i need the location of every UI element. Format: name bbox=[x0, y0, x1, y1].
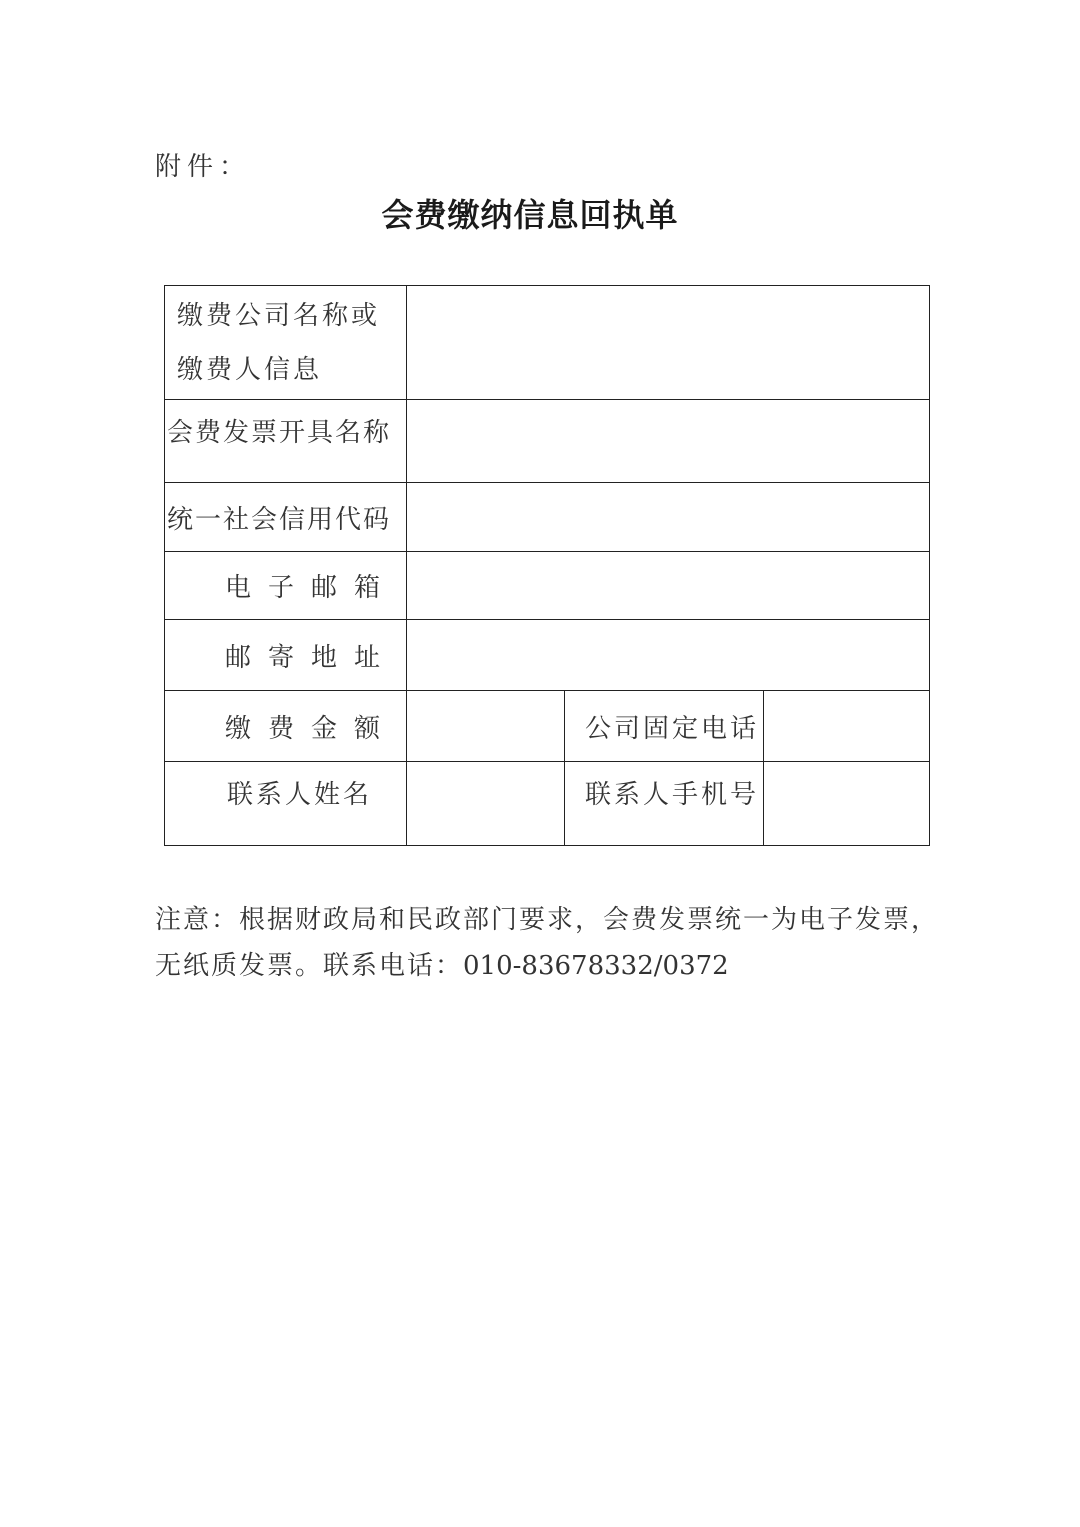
company-phone-field[interactable] bbox=[764, 691, 930, 762]
row-amount-phone bbox=[165, 691, 930, 762]
email-label: 电子邮箱 bbox=[165, 552, 407, 620]
payer-info-field[interactable] bbox=[407, 286, 930, 400]
note-line2-prefix: 无纸质发票。联系电话： bbox=[155, 951, 464, 981]
row-address bbox=[165, 620, 930, 691]
form-title: 会费缴纳信息回执单 bbox=[381, 196, 679, 234]
contact-mobile-field[interactable] bbox=[764, 762, 930, 846]
note-line2 bbox=[155, 943, 945, 989]
note-line1: 注意：根据财政局和民政部门要求，会费发票统一为电子发票， bbox=[155, 905, 940, 935]
contact-mobile-label: 联系人手机号 bbox=[565, 762, 764, 846]
contact-name-label: 联系人姓名 bbox=[165, 762, 407, 846]
invoice-name-label: 会费发票开具名称 bbox=[165, 400, 407, 483]
amount-field[interactable] bbox=[407, 691, 565, 762]
credit-code-label: 统一社会信用代码 bbox=[165, 483, 407, 552]
contact-name-field[interactable] bbox=[407, 762, 565, 846]
address-field[interactable] bbox=[407, 620, 930, 691]
payer-info-label bbox=[165, 286, 407, 400]
receipt-form-table bbox=[164, 285, 930, 846]
email-field[interactable] bbox=[407, 552, 930, 620]
invoice-name-field[interactable] bbox=[407, 400, 930, 483]
credit-code-field[interactable] bbox=[407, 483, 930, 552]
row-email bbox=[165, 552, 930, 620]
row-credit-code bbox=[165, 483, 930, 552]
payer-info-label-line2: 缴费人信息 bbox=[177, 354, 323, 385]
invoice-note bbox=[155, 897, 945, 989]
payer-info-label-line1: 缴费公司名称或 bbox=[177, 300, 381, 331]
row-payer-info bbox=[165, 286, 930, 400]
amount-label: 缴费金额 bbox=[165, 691, 407, 762]
address-label: 邮寄地址 bbox=[165, 620, 407, 691]
row-invoice-name bbox=[165, 400, 930, 483]
attachment-label: 附件： bbox=[155, 152, 252, 182]
contact-phone-number: 010-83678332/0372 bbox=[463, 951, 729, 981]
row-contact bbox=[165, 762, 930, 846]
company-phone-label: 公司固定电话 bbox=[565, 691, 764, 762]
